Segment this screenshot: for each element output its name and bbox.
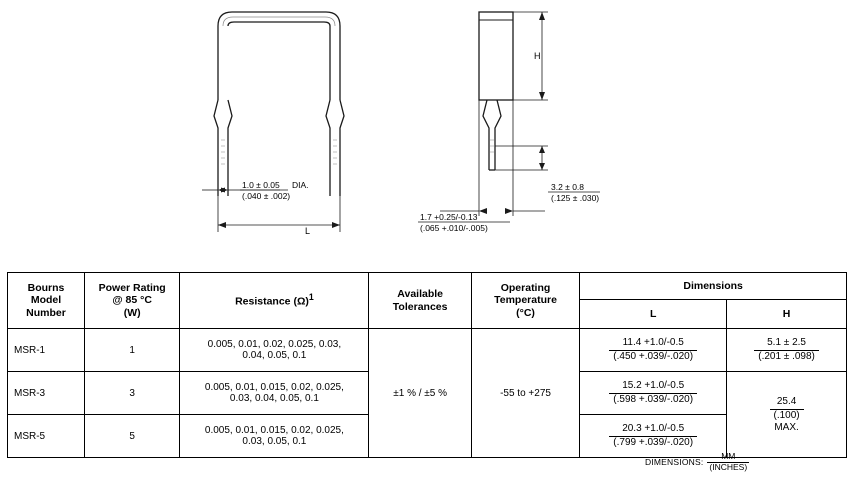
- cell-resistance-line1: 0.005, 0.01, 0.02, 0.025, 0.03,: [207, 339, 342, 350]
- lead-gap-bottom-text: (.125 ± .030): [551, 193, 600, 203]
- front-view: [214, 12, 344, 196]
- header-operating-temperature: [471, 273, 579, 329]
- header-model-line1: Bourns: [27, 281, 65, 294]
- height-dimension: [513, 12, 548, 100]
- header-model-number: [8, 273, 85, 329]
- dimension-l-fraction: [609, 423, 697, 449]
- cell-dimension-h: [727, 329, 847, 372]
- cell-resistance-line1: 0.005, 0.01, 0.015, 0.02, 0.025,: [204, 382, 344, 393]
- dimension-l-inch: (.450 +.039/-.020): [613, 350, 694, 362]
- dimension-l-fraction: [609, 380, 697, 406]
- cell-resistance-line2: 0.03, 0.04, 0.05, 0.1: [229, 393, 319, 404]
- dimension-l-fraction: [609, 337, 697, 363]
- dimension-h-mm: 5.1 ± 2.5: [754, 337, 819, 351]
- cell-resistance: [180, 415, 369, 458]
- length-dimension: [218, 196, 340, 232]
- lead-dia-top-text: 1.0 ± 0.05: [242, 180, 280, 190]
- dimension-h-merged-inch: (.100): [773, 409, 800, 421]
- header-resistance-footnote: 1: [308, 292, 314, 303]
- cell-resistance-line1: 0.005, 0.01, 0.015, 0.02, 0.025,: [204, 425, 344, 436]
- cell-dimension-l: [580, 329, 727, 372]
- header-temp-line3: (°C): [516, 306, 535, 319]
- cell-resistance-line2: 0.04, 0.05, 0.1: [242, 350, 307, 361]
- dimension-l-inch: (.598 +.039/-.020): [613, 393, 694, 405]
- table-body: [8, 329, 847, 458]
- dimension-h-merged-max: MAX.: [774, 422, 799, 433]
- cell-model: MSR-3: [8, 372, 85, 415]
- header-resistance-label: Resistance (Ω): [235, 295, 309, 308]
- dimensions-unit-fraction: [707, 452, 749, 473]
- header-dimension-l: L: [580, 300, 727, 329]
- lead-gap-dimension: [495, 146, 600, 192]
- cell-resistance-line2: 0.03, 0.05, 0.1: [242, 436, 307, 447]
- header-power-line3: (W): [123, 306, 141, 319]
- cell-dimension-h-merged: [727, 372, 847, 458]
- dimensions-unit-mm: MM: [707, 452, 749, 463]
- header-resistance: [180, 273, 369, 329]
- cell-resistance: [180, 329, 369, 372]
- dimension-l-mm: 11.4 +1.0/-0.5: [609, 337, 697, 351]
- dimension-h-merged-mm: 25.4: [770, 396, 804, 410]
- cell-temperature: -55 to +275: [471, 329, 579, 458]
- header-model-line2: Model: [30, 294, 62, 307]
- table-row: [8, 329, 847, 372]
- header-power-line1: Power Rating: [98, 281, 166, 294]
- lead-dia-bottom-text: (.040 ± .002): [242, 191, 291, 201]
- dimension-h-merged-fraction: [770, 396, 804, 422]
- dimension-l-mm: 15.2 +1.0/-0.5: [609, 380, 697, 394]
- header-model-line3: Number: [26, 306, 66, 319]
- thickness-bottom-text: (.065 +.010/-.005): [420, 223, 488, 233]
- cell-dimension-l: [580, 372, 727, 415]
- dia-word-text: DIA.: [292, 180, 309, 190]
- header-dimension-h: H: [727, 300, 847, 329]
- specifications-table: [7, 272, 847, 458]
- header-tol-line2: Tolerances: [392, 300, 448, 313]
- dimensions-unit-inches: (INCHES): [709, 461, 748, 472]
- cell-power: 3: [85, 372, 180, 415]
- length-letter-text: L: [305, 226, 311, 236]
- header-tol-line1: Available: [397, 287, 443, 300]
- header-temp-line1: Operating: [500, 281, 551, 294]
- header-power-rating: [85, 273, 180, 329]
- dimension-l-inch: (.799 +.039/-.020): [613, 436, 694, 448]
- cell-tolerance: ±1 % / ±5 %: [369, 329, 471, 458]
- thickness-dimension: [418, 100, 545, 222]
- dimension-l-mm: 20.3 +1.0/-0.5: [609, 423, 697, 437]
- header-temp-line2: Temperature: [494, 294, 557, 307]
- cell-model: MSR-1: [8, 329, 85, 372]
- thickness-top-text: 1.7 +0.25/-0.13: [420, 212, 478, 222]
- dimensions-units-note: [645, 452, 749, 473]
- cell-power: 5: [85, 415, 180, 458]
- cell-model: MSR-5: [8, 415, 85, 458]
- cell-resistance: [180, 372, 369, 415]
- dimensions-note-label: DIMENSIONS:: [645, 457, 704, 468]
- table-header: [8, 273, 847, 329]
- height-letter-text: H: [534, 51, 541, 61]
- dimension-h-fraction: [754, 337, 819, 363]
- header-tolerances: [369, 273, 471, 329]
- table-header-row: [8, 273, 847, 300]
- header-dimensions: Dimensions: [580, 273, 847, 300]
- header-power-line2: @ 85 °C: [112, 294, 152, 307]
- cell-power: 1: [85, 329, 180, 372]
- lead-gap-top-text: 3.2 ± 0.8: [551, 182, 585, 192]
- dimension-h-inch: (.201 ± .098): [758, 350, 815, 362]
